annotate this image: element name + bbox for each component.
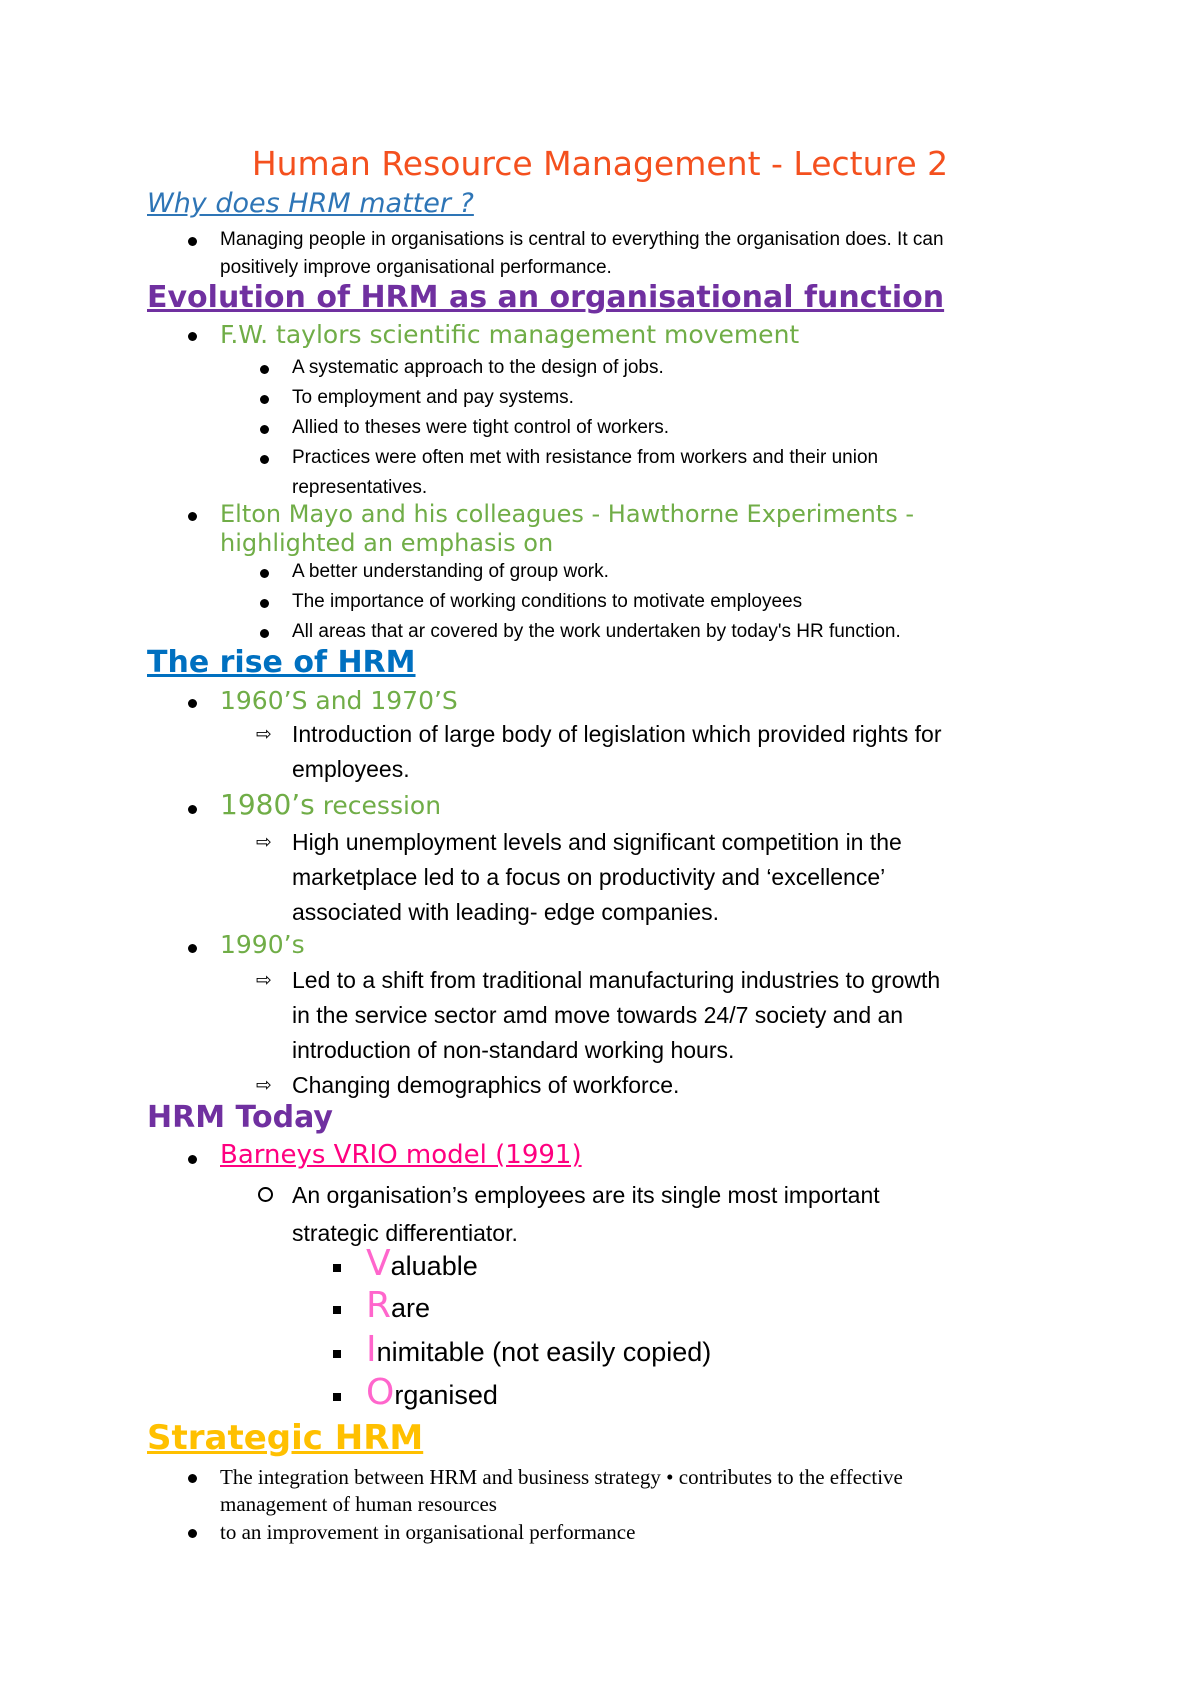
rise-1980-label-number: 1980’s [220, 788, 315, 821]
strategic-point2: to an improvement in organisational performance [220, 1520, 636, 1544]
square-bullet-icon [333, 1393, 341, 1401]
rise-1980-label [220, 788, 441, 821]
strategic-point1-line2: management of human resources [220, 1492, 497, 1516]
today-heading: HRM Today [147, 1100, 333, 1135]
rise-1980-line: High unemployment levels and significant competition in the [292, 829, 902, 855]
why-point-line2: positively improve organisational performance. [220, 257, 612, 278]
mayo-item: A better understanding of group work. [292, 561, 609, 582]
taylor-item: A systematic approach to the design of jobs. [292, 357, 664, 378]
bullet-icon [188, 1155, 197, 1164]
rise-1980-line: associated with leading- edge companies. [292, 899, 720, 925]
rise-1990-line: introduction of non-standard working hours. [292, 1037, 735, 1063]
taylor-label: F.W. taylors scientific management movement [220, 320, 800, 349]
document-title: Human Resource Management - Lecture 2 [251, 144, 949, 183]
rise-1980-line: marketplace led to a focus on productivity and ‘excellence’ [292, 864, 886, 890]
mayo-label-line1: Elton Mayo and his colleagues - Hawthorne Experiments - [220, 500, 915, 528]
bullet-icon [260, 629, 269, 638]
evolution-heading: Evolution of HRM as an organisational function [147, 280, 945, 315]
rise-1960-line: Introduction of large body of legislation which provided rights for [292, 721, 942, 747]
today-statement-line1: An organisation’s employees are its single most important [292, 1182, 880, 1208]
mayo-item: The importance of working conditions to motivate employees [292, 591, 803, 612]
arrow-icon: ⇨ [256, 723, 272, 745]
vrio-item [366, 1372, 498, 1413]
bullet-icon [260, 455, 269, 464]
vrio-word: are [391, 1293, 431, 1323]
vrio-word: aluable [390, 1251, 478, 1281]
vrio-letter: O [366, 1372, 395, 1413]
today-statement-line2: strategic differentiator. [292, 1220, 518, 1246]
rise-1990-line: in the service sector amd move towards 24/7 society and an [292, 1002, 904, 1028]
bullet-icon [260, 599, 269, 608]
taylor-item: To employment and pay systems. [292, 387, 574, 408]
vrio-item [366, 1243, 478, 1284]
vrio-item [366, 1329, 711, 1370]
vrio-item [366, 1285, 430, 1326]
strategic-heading: Strategic HRM [147, 1418, 424, 1458]
bullet-icon [188, 699, 197, 708]
why-point-line1: Managing people in organisations is central to everything the organisation does. It can [220, 229, 944, 250]
vrio-word: rganised [394, 1380, 498, 1410]
square-bullet-icon [333, 1306, 341, 1314]
strategic-point1-line1: The integration between HRM and business strategy • contributes to the effective [220, 1465, 903, 1489]
why-heading: Why does HRM matter ? [147, 188, 474, 219]
bullet-icon [260, 365, 269, 374]
rise-1980-label-word: recession [314, 791, 442, 820]
rise-heading: The rise of HRM [147, 645, 416, 680]
bullet-icon [188, 332, 197, 341]
rise-1960-label: 1960’S and 1970’S [220, 686, 458, 715]
square-bullet-icon [333, 1264, 341, 1272]
vrio-model-label: Barneys VRIO model (1991) [220, 1140, 582, 1170]
taylor-item-continued: representatives. [292, 477, 428, 498]
square-bullet-icon [333, 1350, 341, 1358]
vrio-word: nimitable (not easily copied) [376, 1337, 712, 1367]
arrow-icon: ⇨ [256, 1074, 272, 1096]
vrio-letter: V [366, 1243, 391, 1284]
rise-1990-label: 1990’s [220, 930, 305, 959]
arrow-icon: ⇨ [256, 831, 272, 853]
bullet-icon [188, 944, 197, 953]
taylor-item: Allied to theses were tight control of workers. [292, 417, 670, 438]
vrio-letter: R [366, 1285, 392, 1326]
bullet-icon [188, 1529, 197, 1538]
mayo-label-line2: highlighted an emphasis on [220, 529, 554, 557]
rise-1990-line: Led to a shift from traditional manufacturing industries to growth [292, 967, 941, 993]
circle-bullet-icon [258, 1187, 273, 1202]
bullet-icon [260, 395, 269, 404]
bullet-icon [260, 569, 269, 578]
arrow-icon: ⇨ [256, 969, 272, 991]
rise-1990-line2: Changing demographics of workforce. [292, 1072, 680, 1098]
bullet-icon [188, 1474, 197, 1483]
bullet-icon [260, 425, 269, 434]
bullet-icon [188, 805, 197, 814]
bullet-icon [188, 237, 197, 246]
taylor-item: Practices were often met with resistance from workers and their union [292, 447, 879, 468]
bullet-icon [188, 512, 197, 521]
mayo-item: All areas that ar covered by the work undertaken by today's HR function. [292, 621, 901, 642]
vrio-letter: I [366, 1329, 377, 1370]
rise-1960-line: employees. [292, 756, 410, 782]
